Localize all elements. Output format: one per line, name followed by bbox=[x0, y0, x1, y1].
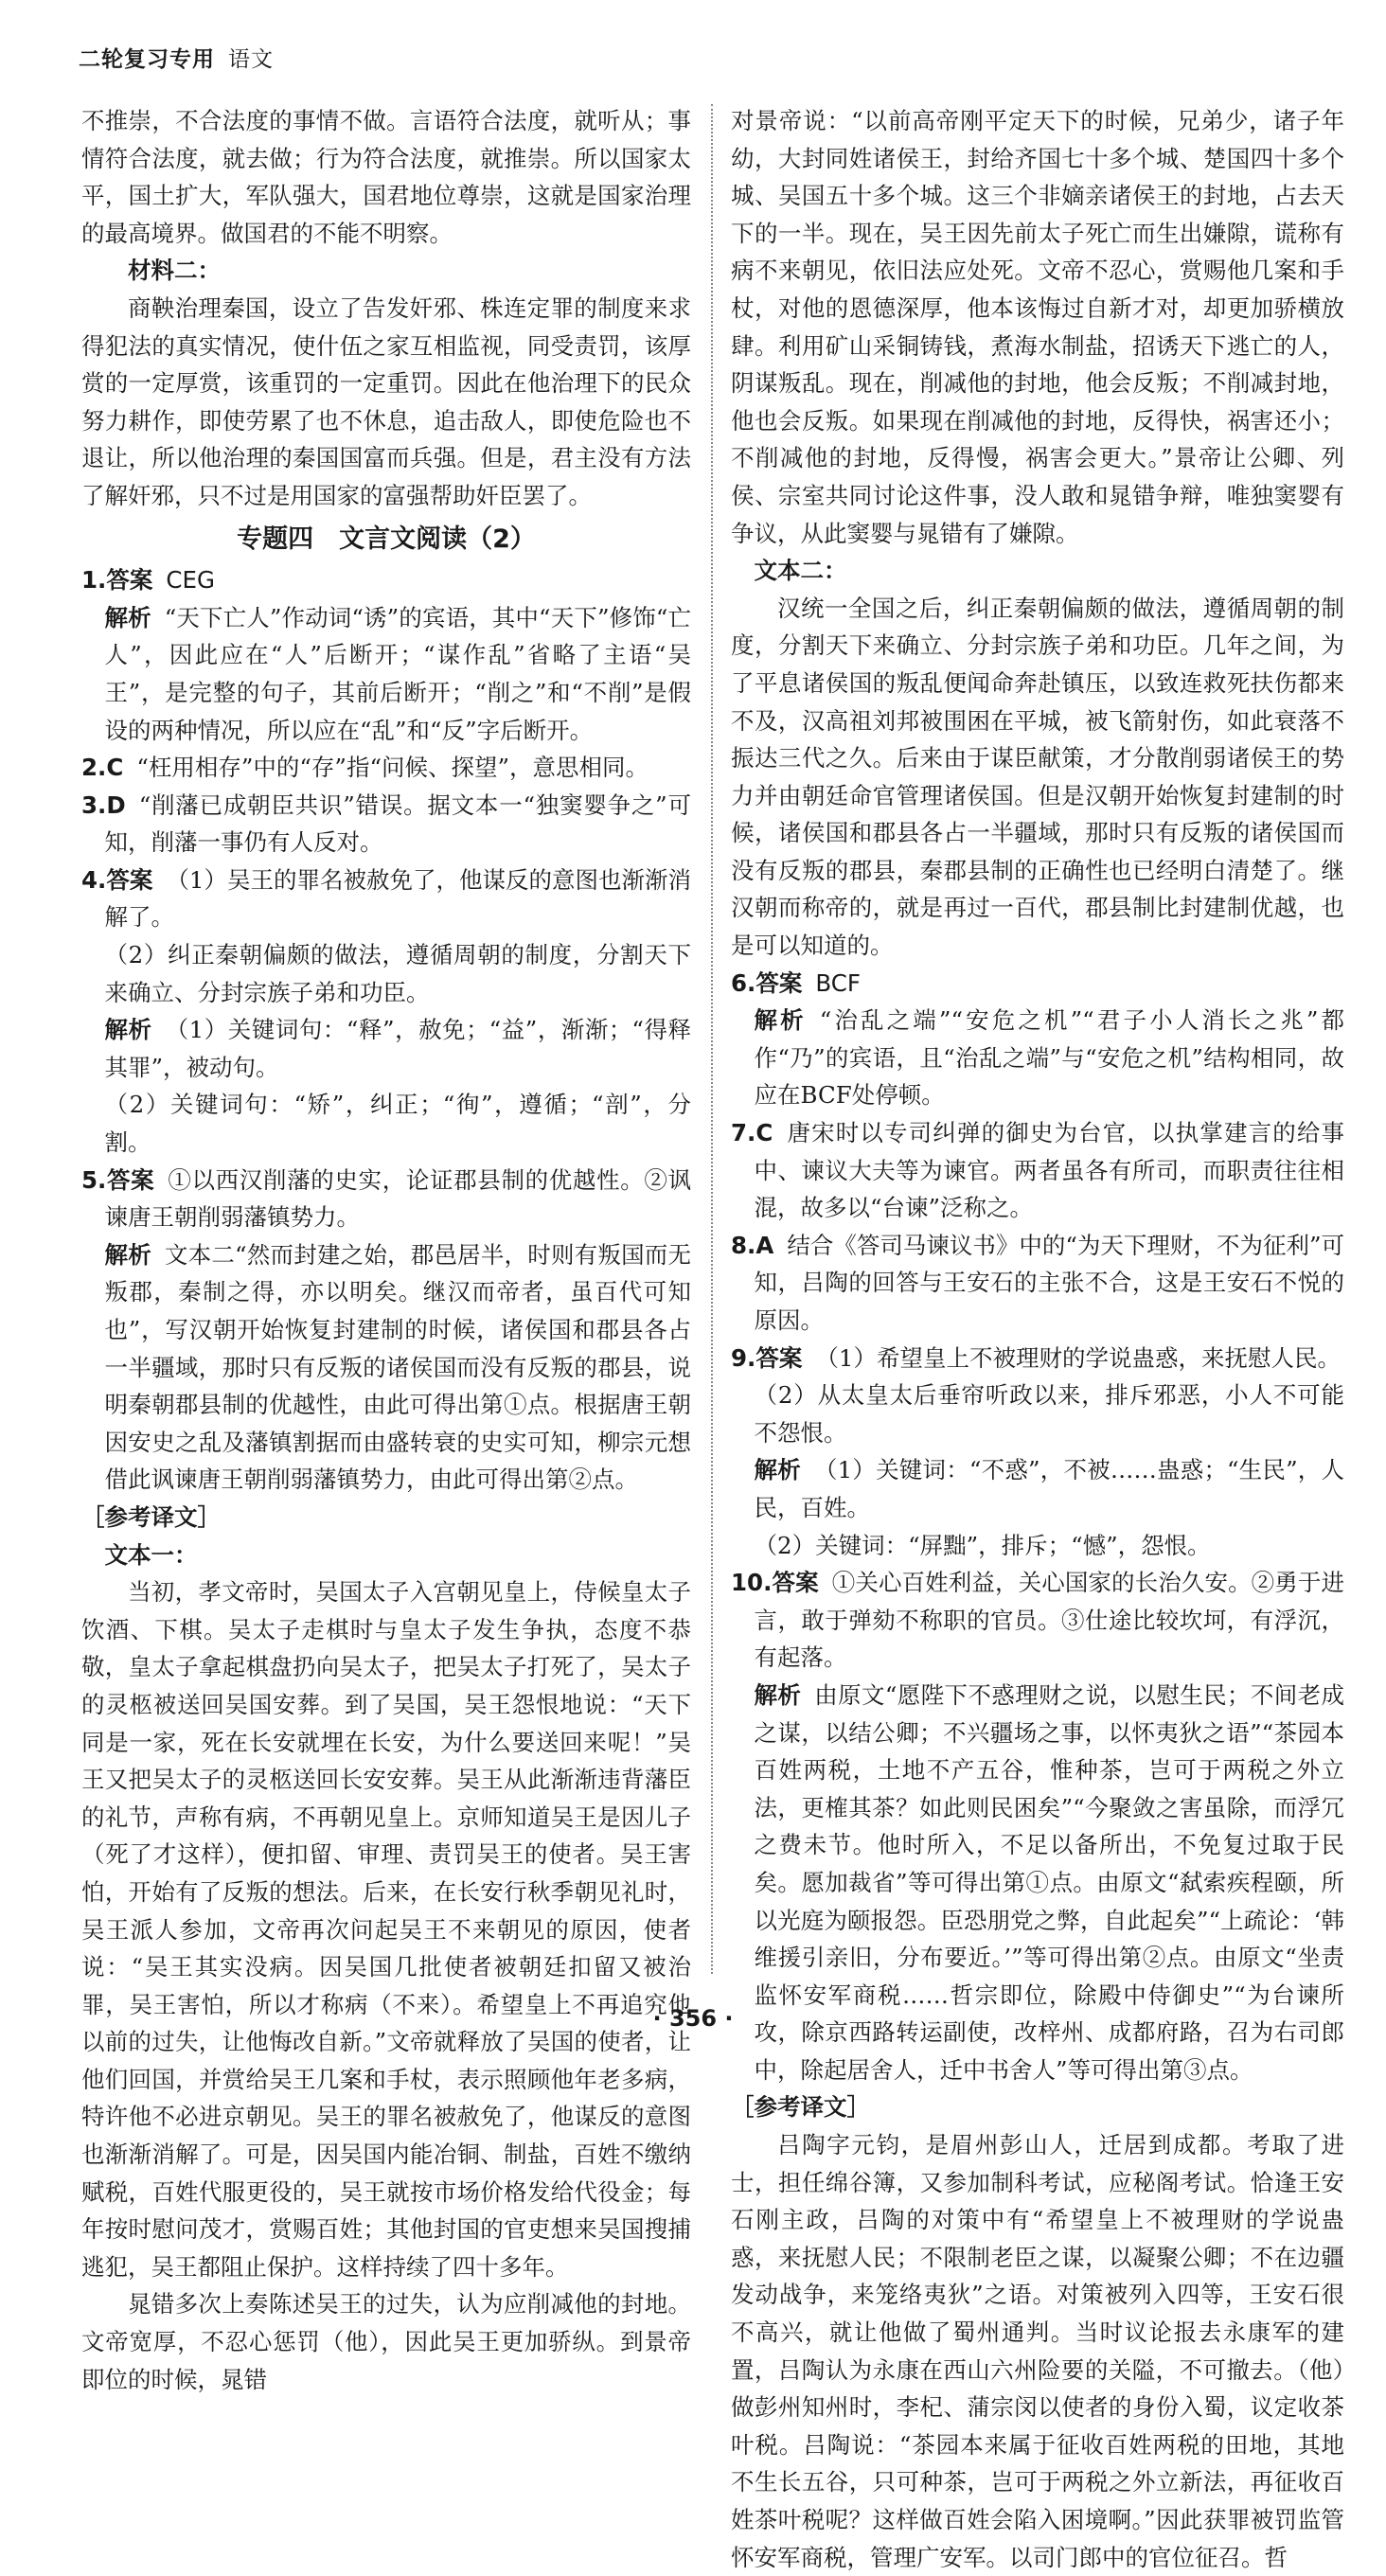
answer-text: ①以西汉削藩的史实，论证郡县制的优越性。②讽谏唐王朝削弱藩镇势力。 bbox=[104, 1165, 692, 1232]
question-9-answer-1 bbox=[731, 1340, 1344, 1377]
material-two-text: 商鞅治理秦国，设立了告发奸邪、株连定罪的制度来求得犯法的真实情况，使什伍之家互相监视，同受责罚，该厚赏的一定厚赏，该重罚的一定重罚。因此在他治理下的民众努力耕作，即使劳累了也不休息，追击敌人，即使危险也不退让，所以他治理的秦国国富而兵强。但是，君主没有方法了解奸邪，只不过是用国家的富强帮助奸臣罢了。 bbox=[81, 293, 691, 509]
question-8-number: 8.A bbox=[731, 1231, 774, 1259]
reference-translation-label: ［参考译文］ bbox=[81, 1502, 221, 1531]
explanation-text: “削藩已成朝臣共识”错误。据文本一“独窦婴争之”可知，削藩一事仍有人反对。 bbox=[104, 791, 691, 857]
explanation-text: “天下亡人”作动词“诱”的宾语，其中“天下”修饰“亡人”，因此应在“人”后断开；“谋作乱”省略了主语“吴王”，是完整的句子，其前后断开；“削之”和“不削”是假设的两种情况，所以应在“乱”和“反”字后断开。 bbox=[104, 603, 691, 744]
answer-text: BCF bbox=[815, 968, 861, 997]
explanation-text: “治乱之端”“安危之机”“君子小人消长之兆”都作“乃”的宾语，且“治乱之端”与“安危之机”结构相同，故应在BCF处停顿。 bbox=[754, 1006, 1344, 1110]
explanation-text: 结合《答司马谏议书》中的“为天下理财，不为征利”可知，吕陶的回答与王安石的主张不合，这是王安石不悦的原因。 bbox=[754, 1231, 1344, 1334]
lv-tao-translation: 吕陶字元钧，是眉州彭山人，迁居到成都。考取了进士，担任绵谷簿，又参加制科考试，应秘阁考试。恰逢王安石刚主政，吕陶的对策中有“希望皇上不被理财的学说蛊惑，来抚慰人民；不限制老臣之谋，以凝聚公卿；不在边疆发动战争，来笼络夷狄”之语。对策被列入四等，王安石很不高兴，就让他做了蜀州通判。当时议论报去永康军的建置，吕陶认为永康在西山六州险要的关隘，不可撤去。（他）做彭州知州时，李杞、蒲宗闵以使者的身份入蜀，议定收茶叶税。吕陶说：“茶园本来属于征收百姓两税的田地，其地不生长五谷，只可种茶，岂可于两税之外立新法，再征收百姓茶叶税呢？这样做百姓会陷入困境啊。”因此获罪被罚监管怀安军商税，管理广安军。以司门郎中的官位征召。哲 bbox=[731, 2131, 1344, 2571]
answer-tag: 答案 bbox=[755, 968, 803, 997]
answer-tag: 答案 bbox=[106, 1165, 155, 1194]
answer-tag: 答案 bbox=[772, 1569, 819, 1597]
page-header bbox=[79, 42, 741, 73]
explanation-tag: 解析 bbox=[104, 603, 151, 631]
question-6-explanation bbox=[731, 1002, 1344, 1114]
question-7 bbox=[731, 1114, 1344, 1227]
page-number: · 356 · bbox=[652, 2005, 734, 2032]
question-4-answer-2: （2）纠正秦朝偏颇的做法，遵循周朝的制度，分割天下来确立、分封宗族子弟和功臣。 bbox=[104, 941, 691, 1006]
question-3 bbox=[81, 787, 691, 862]
material-one-continuation: 不推崇，不合法度的事情不做。言语符合法度，就听从；事情符合法度，就去做；行为符合法度，就推崇。所以国家太平，国土扩大，军队强大，国君地位尊崇，这就是国家治理的最高境界。做国君的不能不明察。 bbox=[81, 107, 691, 247]
explanation-text: （1）关键词：“不惑”，不被……蛊惑；“生民”，人民，百姓。 bbox=[754, 1456, 1345, 1521]
answer-tag: 答案 bbox=[106, 566, 153, 595]
explanation-text: 唐宋时以专司纠弹的御史为台官，以执掌建言的给事中、谏议大夫等为谏官。两者虽各有所司，而职责往往相混，故多以“台谏”泛称之。 bbox=[754, 1119, 1344, 1222]
subject-label: 语文 bbox=[228, 47, 274, 72]
explanation-tag: 解析 bbox=[754, 1680, 802, 1709]
question-4-answer-1 bbox=[81, 862, 691, 936]
explanation-text: 由原文“愿陛下不惑理财之说，以慰生民；不间老成之谋，以结公卿；不兴疆场之事，以怀夷狄之语”“茶园本百姓两税，土地不产五谷，惟种茶，岂可于两税之外立法，更榷其茶？如此则民困矣”“今聚敛之害虽除，而浮冗之费未节。他时所入，不足以备所出，不免复过取于民矣。愿加裁省”等可得出第①点。由原文“弑索疾程颐，所以光庭为颐报怨。臣恐朋党之弊，自此起矣”“上疏论：‘韩维援引亲旧，分布要近。’”等可得出第②点。由原文“坐责监怀安军商税……哲宗即位，除殿中侍御史”“为台谏所攻，除京西路转运副使，改梓州、成都府路，召为右司郎中，除起居舍人，迁中书舍人”等可得出第③点。 bbox=[754, 1680, 1344, 2084]
question-9-explanation-1 bbox=[731, 1451, 1344, 1526]
question-6-number: 6. bbox=[731, 968, 756, 997]
column-divider bbox=[711, 104, 713, 1974]
question-4-explanation-2: （2）关键词句：“矫”，纠正；“徇”，遵循；“剖”，分割。 bbox=[104, 1091, 691, 1157]
left-column bbox=[81, 102, 692, 2393]
question-4-number: 4. bbox=[81, 865, 107, 894]
right-column bbox=[731, 102, 1345, 2571]
question-1-answer bbox=[81, 561, 691, 599]
question-8 bbox=[731, 1227, 1344, 1340]
explanation-text: 文本二“然而封建之始，郡邑居半，时则有叛国而无叛郡，秦制之得，亦以明矣。继汉而帝者，虽百代可知也”，写汉朝开始恢复封建制的时候，诸侯国和郡县各占一半疆域，那时只有反叛的诸侯国而没有反叛的郡县，说明秦朝郡县制的优越性，由此可得出第①点。根据唐王朝因安史之乱及藩镇割据而由盛转衰的史实可知，柳宗元想借此讽谏唐王朝削弱藩镇势力，由此可得出第②点。 bbox=[104, 1240, 691, 1494]
question-5-answer bbox=[81, 1162, 691, 1236]
question-9-answer-2: （2）从太皇太后垂帘听政以来，排斥邪恶，小人不可能不怨恨。 bbox=[754, 1381, 1344, 1447]
explanation-tag: 解析 bbox=[104, 1240, 151, 1269]
question-1-number: 1. bbox=[81, 566, 107, 595]
question-5-explanation bbox=[81, 1236, 691, 1499]
text-one-translation: 当初，孝文帝时，吴国太子入宫朝见皇上，侍候皇太子饮酒、下棋。吴太子走棋时与皇太子发生争执，态度不恭敬，皇太子拿起棋盘扔向吴太子，把吴太子打死了，吴太子的灵柩被送回吴国安葬。到了吴国，吴王怨恨地说：“天下同是一家，死在长安就埋在长安，为什么要送回来呢！”吴王又把吴太子的灵柩送回长安安葬。吴王从此渐渐违背藩臣的礼节，声称有病，不再朝见皇上。京师知道吴王是因儿子（死了才这样），便扣留、审理、责罚吴王的使者。吴王害怕，开始有了反叛的想法。后来，在长安行秋季朝见礼时，吴王派人参加，文帝再次问起吴王不来朝见的原因，使者说：“吴王其实没病。因吴国几批使者被朝廷扣留又被治罪，吴王害怕，所以才称病（不来）。希望皇上不再追究他以前的过失，让他悔改自新。”文帝就释放了吴国的使者，让他们回国，并赏给吴王几案和手杖，表示照顾他年老多病，特许他不必进京朝见。吴王的罪名被赦免了，他谋反的意图也渐渐消解了。可是，因吴国内能冶铜、制盐，百姓不缴纳赋税，百姓代服更役的，吴王就按市场价格发给代役金；每年按时慰问茂才，赏赐百姓；其他封国的官吏想来吴国搜捕逃犯，吴王都阻止保护。这样持续了四十多年。 bbox=[81, 1578, 691, 2281]
material-two-label: 材料二： bbox=[128, 257, 221, 285]
reference-translation-label: ［参考译文］ bbox=[731, 2093, 870, 2122]
explanation-tag: 解析 bbox=[754, 1456, 801, 1484]
question-6-answer bbox=[731, 965, 1344, 1003]
series-label: 二轮复习专用 bbox=[79, 47, 215, 72]
explanation-tag: 解析 bbox=[754, 1006, 807, 1035]
answer-text: ①关心百姓利益，关心国家的长治久安。②勇于进言，敢于弹劾不称职的官员。③仕途比较坎坷，有浮沉，有起落。 bbox=[754, 1569, 1345, 1672]
question-1-explanation bbox=[81, 599, 691, 749]
text-one-translation-continued: 对景帝说：“以前高帝刚平定天下的时候，兄弟少，诸子年幼，大封同姓诸侯王，封给齐国七十多个城、楚国四十多个城、吴国五十多个城。这三个非嫡亲诸侯王的封地，占去天下的一半。现在，吴王因先前太子死亡而生出嫌隙，谎称有病不来朝见，依旧法应处死。文帝不忍心，赏赐他几案和手杖，对他的恩德深厚，他本该悔过自新才对，却更加骄横放肆。利用矿山采铜铸钱，煮海水制盐，招诱天下逃亡的人，阴谋叛乱。现在，削减他的封地，他会反叛；不削减封地，他也会反叛。如果现在削减他的封地，反得快，祸害还小；不削减他的封地，反得慢，祸害会更大。”景帝让公卿、列侯、宗室共同讨论这件事，没人敢和晁错争辩，唯独窦婴有争议，从此窦婴与晁错有了嫌隙。 bbox=[731, 107, 1344, 547]
answer-text: （1）吴王的罪名被赦免了，他谋反的意图也渐渐消解了。 bbox=[104, 865, 692, 932]
answer-tag: 答案 bbox=[106, 865, 153, 894]
question-3-number: 3.D bbox=[81, 791, 126, 819]
question-9-number: 9. bbox=[731, 1343, 756, 1372]
text-two-label: 文本二： bbox=[754, 557, 847, 585]
question-9-explanation-2: （2）关键词：“屏黜”，排斥；“憾”，怨恨。 bbox=[754, 1531, 1211, 1559]
question-4-explanation-1 bbox=[81, 1011, 691, 1086]
text-one-label: 文本一： bbox=[104, 1540, 198, 1569]
answer-text: CEG bbox=[166, 566, 215, 595]
answer-tag: 答案 bbox=[755, 1343, 803, 1372]
explanation-text: （1）关键词句：“释”，赦免；“益”，渐渐；“得释其罪”，被动句。 bbox=[104, 1016, 692, 1081]
question-10-number: 10. bbox=[731, 1569, 773, 1597]
answer-text: （1）希望皇上不被理财的学说蛊惑，来抚慰人民。 bbox=[815, 1343, 1341, 1372]
explanation-tag: 解析 bbox=[104, 1016, 152, 1044]
text-one-translation-tail: 晁错多次上奏陈述吴王的过失，认为应削减他的封地。文帝宽厚，不忍心惩罚（他），因此吴王更加骄纵。到景帝即位的时候，晁错 bbox=[81, 2290, 691, 2393]
text-two-translation: 汉统一全国之后，纠正秦朝偏颇的做法，遵循周朝的制度，分割天下来确立、分封宗族子弟和功臣。几年之间，为了平息诸侯国的叛乱便闻命奔赴镇压，以致连救死扶伤都来不及，汉高祖刘邦被围困在平城，被飞箭射伤，如此衰落不振达三代之久。后来由于谋臣献策，才分散削弱诸侯王的势力并由朝廷命官管理诸侯国。但是汉朝开始恢复封建制的时候，诸侯国和郡县各占一半疆域，那时只有反叛的诸侯国而没有反叛的郡县，秦郡县制的正确性也已经明白清楚了。继汉朝而称帝的，就是再过一百代，郡县制比封建制优越，也是可以知道的。 bbox=[731, 594, 1344, 960]
explanation-text: “枉用相存”中的“存”指“问候、探望”，意思相同。 bbox=[136, 754, 649, 782]
section-title: 专题四 文言文阅读（2） bbox=[237, 524, 536, 554]
question-2 bbox=[81, 749, 691, 787]
question-2-number: 2.C bbox=[81, 754, 124, 782]
question-10-answer bbox=[731, 1564, 1344, 1677]
question-5-number: 5. bbox=[81, 1165, 107, 1194]
question-7-number: 7.C bbox=[731, 1119, 773, 1147]
